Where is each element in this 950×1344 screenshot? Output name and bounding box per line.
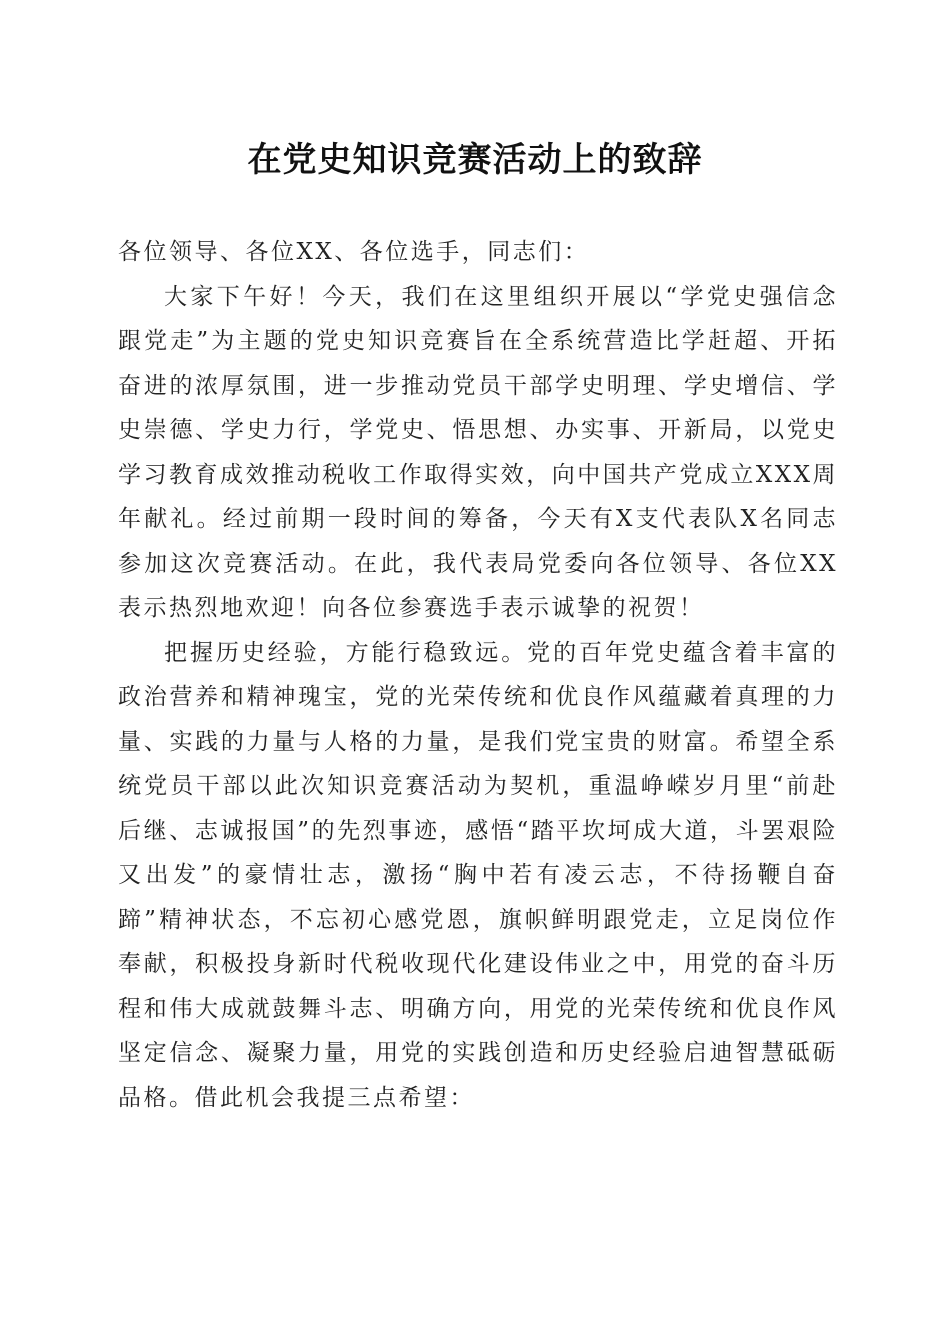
document-title: 在党史知识竞赛活动上的致辞 [247, 140, 703, 180]
paragraph-welcome: 大家下午好！今天，我们在这里组织开展以“学党史强信念跟党走”为主题的党史知识竞赛旨在全系统营造比学赶超、开拓奋进的浓厚氛围，进一步推动党员干部学史明理、学史增信、学史崇德、学史力行，学党史、悟思想、办实事、开新局，以党史学习教育成效推动税收工作取得实效，向中国共产党成立XXX周年献礼。经过前期一段时间的筹备，今天有X支代表队X名同志参加这次竞赛活动。在此，我代表局党委向各位领导、各位XX表示热烈地欢迎！向各位参赛选手表示诚挚的祝贺！ [118, 283, 838, 621]
document-body [118, 230, 838, 1120]
salutation: 各位领导、各位XX、各位选手，同志们： [118, 239, 590, 265]
paragraph-history-experience: 把握历史经验，方能行稳致远。党的百年党史蕴含着丰富的政治营养和精神瑰宝，党的光荣传统和优良作风蕴藏着真理的力量、实践的力量与人格的力量，是我们党宝贵的财富。希望全系统党员干部以此次知识竞赛活动为契机，重温峥嵘岁月里“前赴后继、志诚报国”的先烈事迹，感悟“踏平坎坷成大道，斗罢艰险又出发”的豪情壮志，激扬“胸中若有凌云志，不待扬鞭自奋蹄”精神状态，不忘初心感党恩，旗帜鲜明跟党走，立足岗位作奉献，积极投身新时代税收现代化建设伟业之中，用党的奋斗历程和伟大成就鼓舞斗志、明确方向，用党的光荣传统和优良作风坚定信念、凝聚力量，用党的实践创造和历史经验启迪智慧砥砺品格。借此机会我提三点希望： [118, 639, 838, 1111]
